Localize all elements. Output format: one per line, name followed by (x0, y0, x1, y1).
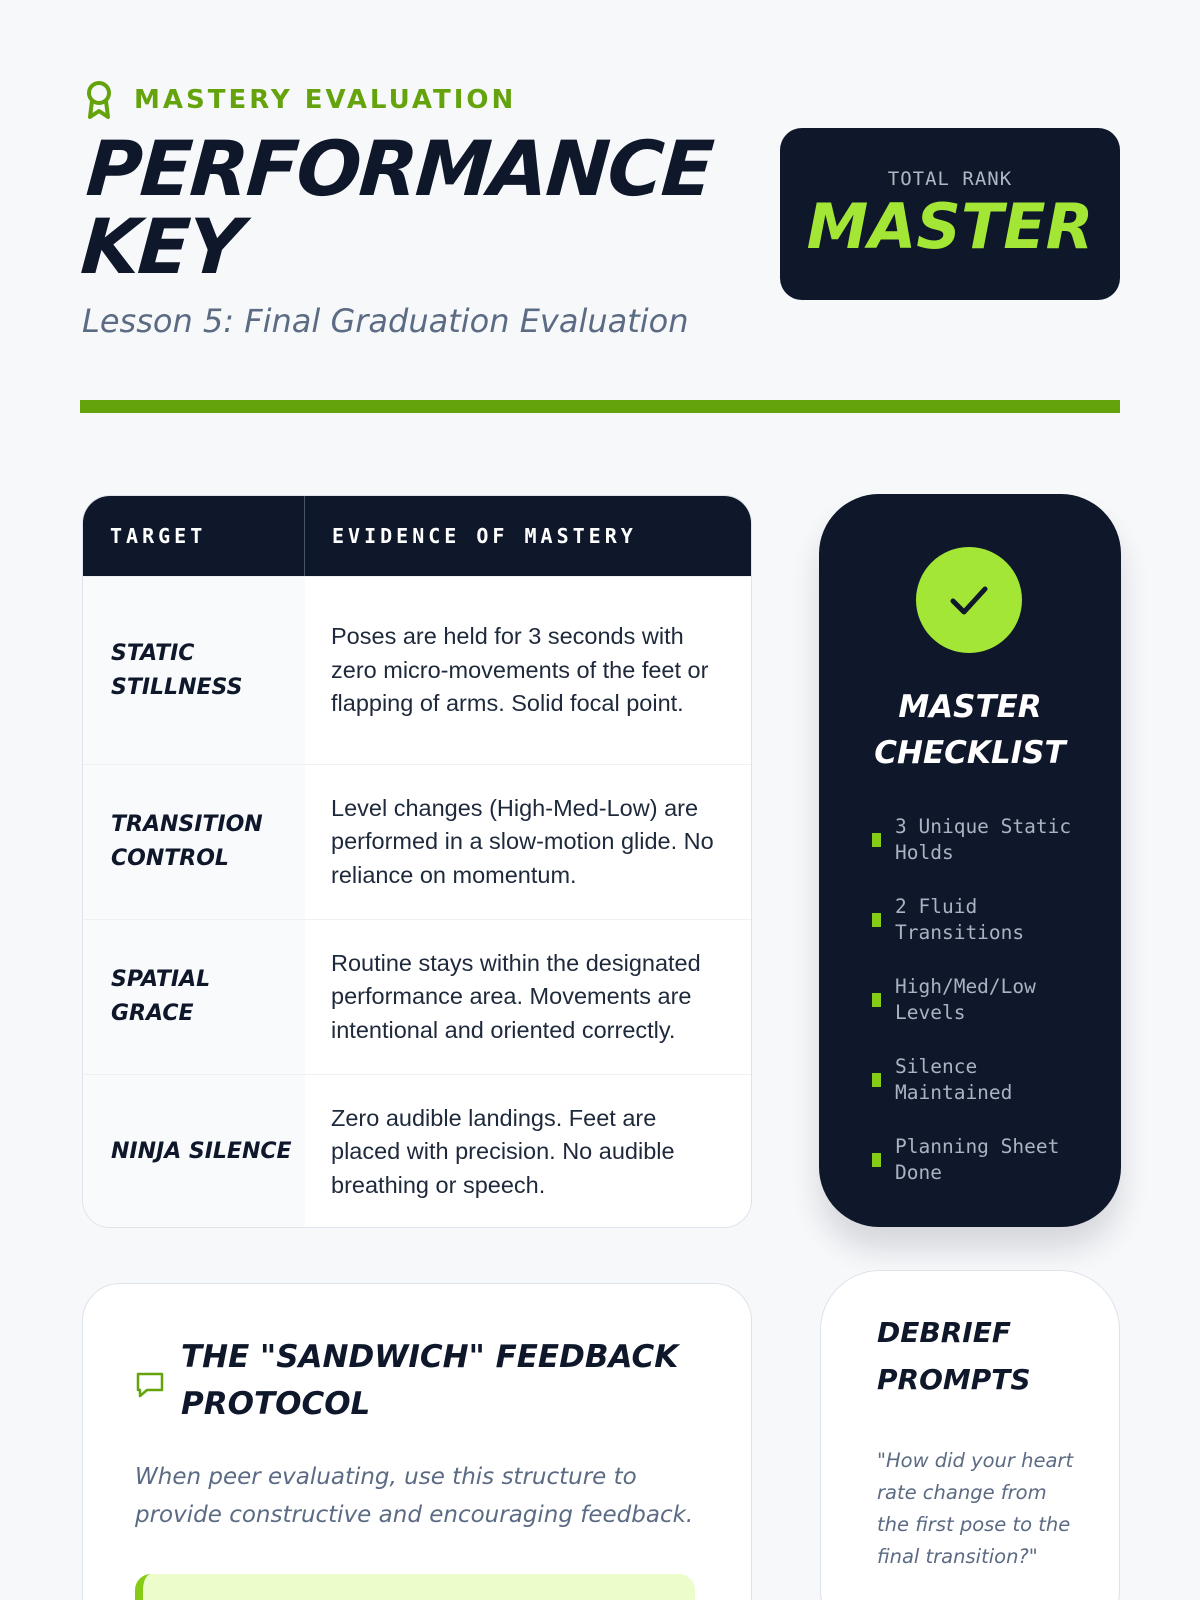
checklist-item-label: Silence Maintained (895, 1055, 1013, 1104)
checklist-item (872, 1120, 1102, 1200)
table-row (83, 764, 751, 919)
master-checklist-card (819, 494, 1121, 1227)
target-cell: NINJA SILENCE (83, 1075, 305, 1228)
eyebrow-label: MASTERY EVALUATION (134, 85, 517, 115)
evidence-cell: Routine stays within the designated performance area. Movements are intentional and oriented correctly. (331, 949, 701, 1043)
debrief-prompts-card (820, 1270, 1120, 1600)
chat-bubble-icon (135, 1370, 165, 1400)
column-header-evidence: EVIDENCE OF MASTERY (332, 524, 637, 548)
checklist-items (872, 800, 1102, 1200)
column-header-target: TARGET (83, 496, 305, 576)
bullet-icon (872, 993, 881, 1007)
table-row (83, 919, 751, 1074)
checklist-item-label: High/Med/Low Levels (895, 975, 1036, 1024)
checkmark-icon (941, 572, 997, 628)
feedback-description: When peer evaluating, use this structure to provide constructive and encouraging feedback. (135, 1464, 694, 1528)
checklist-item (872, 1040, 1102, 1120)
checklist-item-label: 2 Fluid Transitions (895, 895, 1025, 944)
evidence-cell: Level changes (High-Med-Low) are performed in a slow-motion glide. No reliance on momentum. (331, 794, 714, 888)
evaluation-table (82, 495, 752, 1228)
header-divider (80, 400, 1120, 413)
target-cell: STATIC STILLNESS (83, 577, 305, 764)
checklist-item (872, 880, 1102, 960)
checklist-item-label: Planning Sheet Done (895, 1135, 1060, 1184)
checklist-title: MASTER CHECKLIST (874, 689, 1066, 771)
checkmark-badge (916, 547, 1022, 653)
table-row (83, 1074, 751, 1228)
bullet-icon (872, 1153, 881, 1167)
checklist-item (872, 800, 1102, 880)
table-row (83, 576, 751, 764)
checklist-item-label: 3 Unique Static Holds (895, 815, 1072, 864)
bullet-icon (872, 1073, 881, 1087)
rank-value: MASTER (806, 190, 1094, 263)
evidence-cell: Zero audible landings. Feet are placed with precision. No audible breathing or speech. (331, 1104, 675, 1198)
debrief-title: DEBRIEF PROMPTS (877, 1316, 1031, 1396)
rank-label: TOTAL RANK (887, 168, 1013, 190)
bullet-icon (872, 833, 881, 847)
page-subtitle: Lesson 5: Final Graduation Evaluation (82, 302, 689, 340)
feedback-step-bar (135, 1574, 695, 1600)
evidence-cell: Poses are held for 3 seconds with zero micro-movements of the feet or flapping of arms. Solid focal point. (331, 623, 709, 717)
debrief-quote: "How did your heart rate change from the first pose to the final transition?" (877, 1449, 1074, 1568)
eyebrow (84, 80, 516, 120)
target-cell: TRANSITION CONTROL (83, 765, 305, 919)
feedback-title: THE "SANDWICH" FEEDBACK PROTOCOL (181, 1339, 679, 1422)
bullet-icon (872, 913, 881, 927)
table-header (83, 496, 751, 576)
feedback-protocol-card (82, 1283, 752, 1600)
page-title: PERFORMANCE KEY (78, 124, 715, 291)
award-ribbon-icon (84, 80, 114, 120)
total-rank-card (780, 128, 1120, 300)
checklist-item (872, 960, 1102, 1040)
target-cell: SPATIAL GRACE (83, 920, 305, 1074)
